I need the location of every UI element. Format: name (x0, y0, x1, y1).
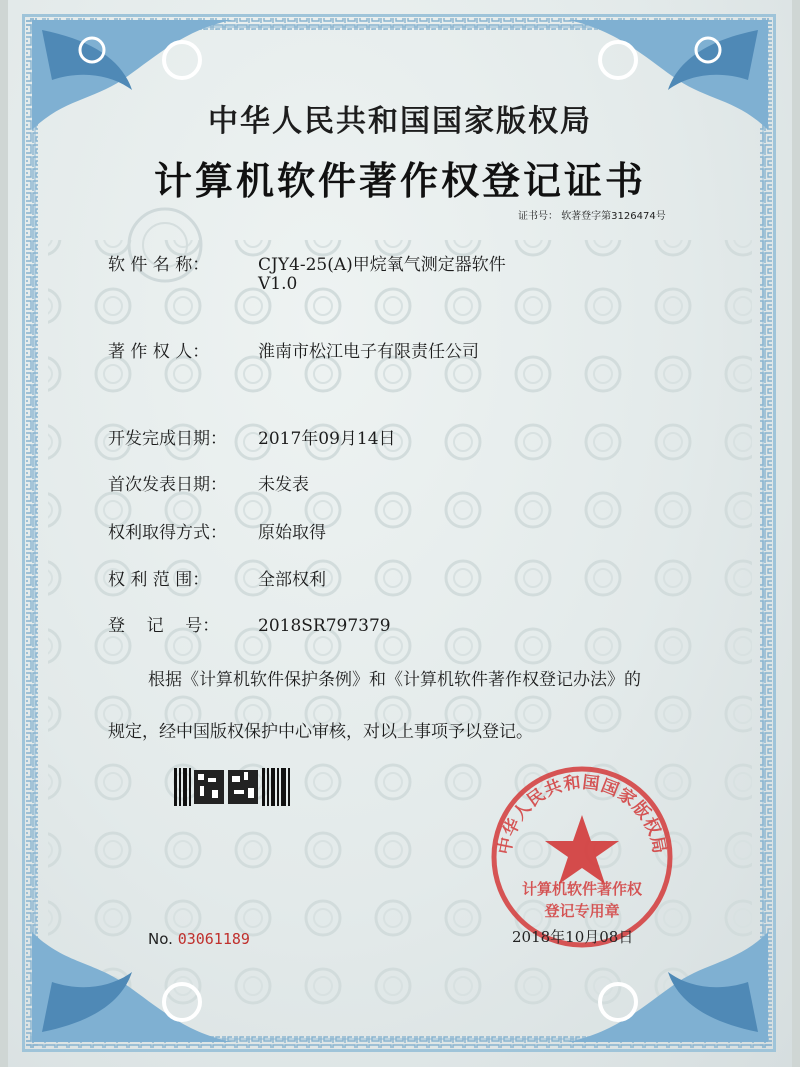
field-value: 未发表 (258, 475, 309, 495)
barcode (174, 768, 292, 806)
field-label: 著 作 权 人： (108, 342, 210, 362)
field-value: V1.0 (258, 274, 298, 294)
svg-text:中华人民共和国国家版权局 (494, 773, 669, 856)
field-completion-date (108, 424, 396, 449)
statement-line-2: 规定，经中国版权保护中心审核，对以上事项予以登记。 (108, 722, 533, 742)
field-label: 软 件 名 称： (108, 255, 210, 275)
statement-line-1: 根据《计算机软件保护条例》和《计算机软件著作权登记办法》的 (148, 670, 641, 690)
issuing-authority: 中华人民共和国国家版权局 (208, 104, 592, 139)
certificate (8, 0, 792, 1067)
field-label: 开发完成日期： (108, 429, 227, 449)
seal-arc-label: 中华人民共和国国家版权局 (494, 772, 670, 857)
certificate-number-label: 证书号： (518, 211, 558, 222)
field-software-version (258, 274, 297, 294)
field-copyright-owner (108, 337, 479, 362)
seal-line-2: 登记专用章 (544, 902, 620, 920)
field-value: 2018SR797379 (258, 616, 391, 636)
field-value: 原始取得 (258, 523, 326, 543)
field-value: 淮南市松江电子有限责任公司 (258, 342, 479, 362)
field-first-publication-date (108, 470, 309, 495)
serial-number-label: No. (148, 930, 173, 948)
field-label: 权 利 范 围： (108, 570, 210, 590)
corner-ornament-bottom-left (32, 932, 232, 1042)
field-value: 全部权利 (258, 570, 326, 590)
serial-number-value: 03061189 (177, 930, 250, 948)
field-label: 首次发表日期： (108, 475, 227, 495)
field-label: 登 记 号： (108, 616, 220, 636)
cpcc-emblem (120, 200, 210, 290)
certificate-number (518, 207, 666, 222)
seal-line-1: 计算机软件著作权 (521, 880, 642, 898)
field-label: 权利取得方式： (108, 523, 227, 543)
issue-date: 2018年10月08日 (512, 928, 634, 946)
field-registration-number (108, 611, 391, 636)
certificate-number-value: 软著登字第3126474号 (561, 211, 666, 222)
certificate-title: 计算机软件著作权登记证书 (153, 159, 646, 203)
field-software-name (108, 250, 506, 275)
field-value: 2017年09月14日 (258, 429, 396, 449)
serial-number (148, 930, 250, 948)
field-rights-scope (108, 565, 326, 590)
field-value: CJY4-25(A)甲烷氧气测定器软件 (258, 255, 506, 275)
field-acquisition-method (108, 518, 326, 543)
